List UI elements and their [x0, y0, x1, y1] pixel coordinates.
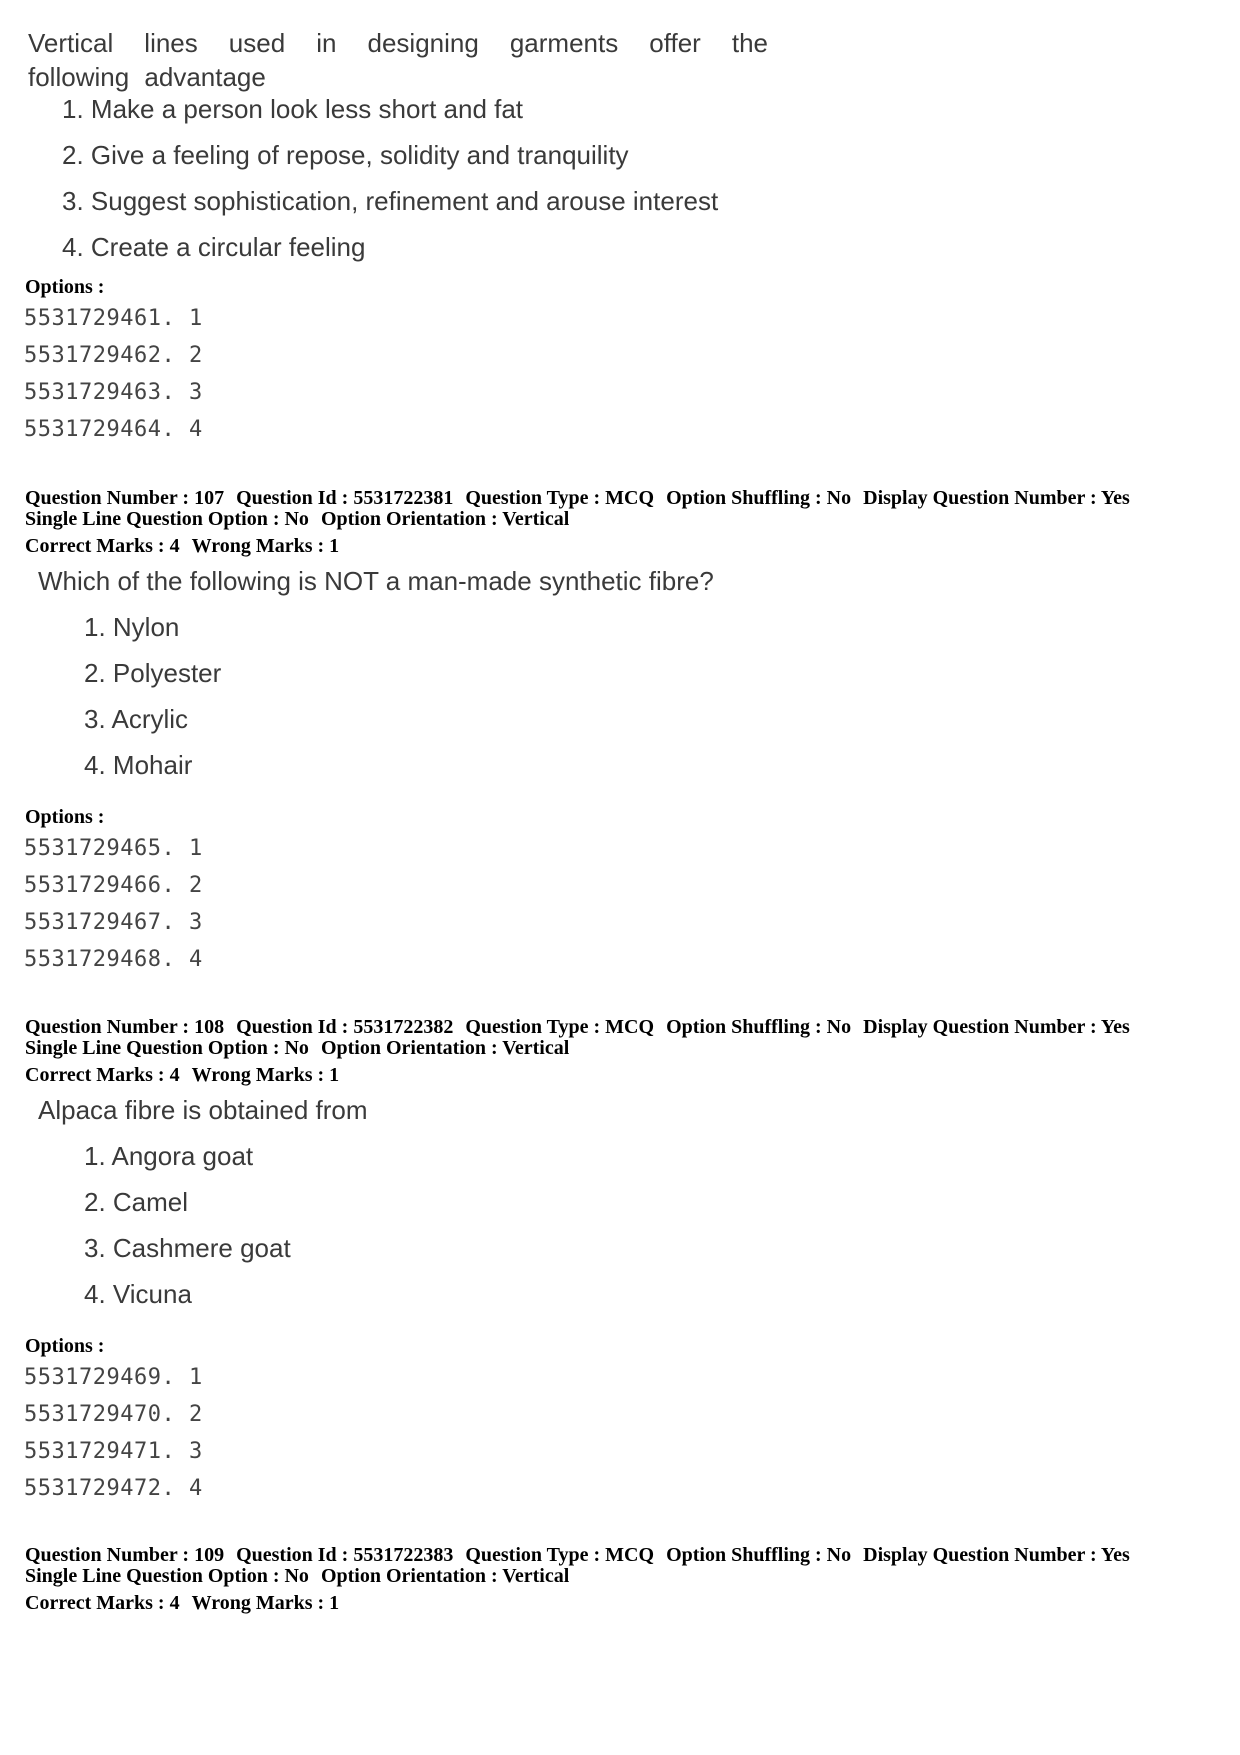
- options-label: Options :: [25, 1335, 105, 1357]
- question-text: Vertical lines used in designing garments offer the following advantage: [28, 28, 768, 92]
- question-number: Question Number : 108: [25, 1016, 225, 1038]
- question-id: Question Id : 5531722381: [236, 487, 454, 509]
- question-meta: [25, 1545, 1142, 1614]
- option-id: 5531729467. 3: [24, 910, 203, 935]
- question-meta: [25, 488, 1142, 557]
- option-id-list: [24, 1363, 203, 1511]
- option-orientation: Option Orientation : Vertical: [320, 1037, 570, 1059]
- choice-item: 4. Vicuna: [84, 1279, 192, 1309]
- option-id-list: [24, 834, 203, 982]
- choice-item: 3. Cashmere goat: [84, 1233, 291, 1263]
- wrong-marks: Wrong Marks : 1: [191, 1592, 340, 1614]
- option-id: 5531729462. 2: [24, 343, 203, 368]
- question-type: Question Type : MCQ: [465, 1016, 655, 1038]
- choice-item: 1. Make a person look less short and fat: [62, 94, 524, 124]
- correct-marks: Correct Marks : 4: [25, 535, 180, 557]
- choice-item: 2. Give a feeling of repose, solidity and tranquility: [62, 140, 629, 170]
- option-orientation: Option Orientation : Vertical: [320, 508, 570, 530]
- question-id: Question Id : 5531722383: [236, 1544, 454, 1566]
- option-orientation: Option Orientation : Vertical: [320, 1565, 570, 1587]
- correct-marks: Correct Marks : 4: [25, 1592, 180, 1614]
- single-line-option: Single Line Question Option : No: [25, 1565, 309, 1587]
- question-number: Question Number : 109: [25, 1544, 225, 1566]
- option-id: 5531729470. 2: [24, 1402, 203, 1427]
- choice-item: 2. Camel: [84, 1187, 189, 1217]
- option-shuffling: Option Shuffling : No: [666, 1016, 852, 1038]
- single-line-option: Single Line Question Option : No: [25, 1037, 309, 1059]
- option-shuffling: Option Shuffling : No: [666, 487, 852, 509]
- choice-item: 2. Polyester: [84, 658, 222, 688]
- question-choices: [84, 610, 221, 794]
- option-id: 5531729471. 3: [24, 1439, 203, 1464]
- question-choices: [84, 1139, 291, 1323]
- option-id: 5531729466. 2: [24, 873, 203, 898]
- wrong-marks: Wrong Marks : 1: [191, 1064, 340, 1086]
- choice-item: 3. Acrylic: [84, 704, 189, 734]
- option-id: 5531729463. 3: [24, 380, 203, 405]
- choice-item: 3. Suggest sophistication, refinement and arouse interest: [62, 186, 719, 216]
- option-id: 5531729465. 1: [24, 836, 203, 861]
- option-id: 5531729464. 4: [24, 417, 203, 442]
- question-text: Alpaca fibre is obtained from: [38, 1095, 368, 1125]
- option-id: 5531729468. 4: [24, 947, 203, 972]
- display-question-number: Display Question Number : Yes: [863, 1544, 1130, 1566]
- option-id: 5531729461. 1: [24, 306, 203, 331]
- display-question-number: Display Question Number : Yes: [863, 487, 1130, 509]
- question-type: Question Type : MCQ: [465, 1544, 655, 1566]
- options-label: Options :: [25, 806, 105, 828]
- choice-item: 1. Angora goat: [84, 1141, 254, 1171]
- single-line-option: Single Line Question Option : No: [25, 508, 309, 530]
- choice-item: 1. Nylon: [84, 612, 180, 642]
- choice-item: 4. Mohair: [84, 750, 193, 780]
- correct-marks: Correct Marks : 4: [25, 1064, 180, 1086]
- question-meta: [25, 1017, 1142, 1086]
- question-text: Which of the following is NOT a man-made synthetic fibre?: [38, 566, 714, 596]
- question-type: Question Type : MCQ: [465, 487, 655, 509]
- question-id: Question Id : 5531722382: [236, 1016, 454, 1038]
- option-id: 5531729469. 1: [24, 1365, 203, 1390]
- question-choices: [62, 92, 718, 276]
- wrong-marks: Wrong Marks : 1: [191, 535, 340, 557]
- option-id: 5531729472. 4: [24, 1476, 203, 1501]
- option-shuffling: Option Shuffling : No: [666, 1544, 852, 1566]
- choice-item: 4. Create a circular feeling: [62, 232, 366, 262]
- display-question-number: Display Question Number : Yes: [863, 1016, 1130, 1038]
- option-id-list: [24, 304, 203, 452]
- options-label: Options :: [25, 276, 105, 298]
- question-number: Question Number : 107: [25, 487, 225, 509]
